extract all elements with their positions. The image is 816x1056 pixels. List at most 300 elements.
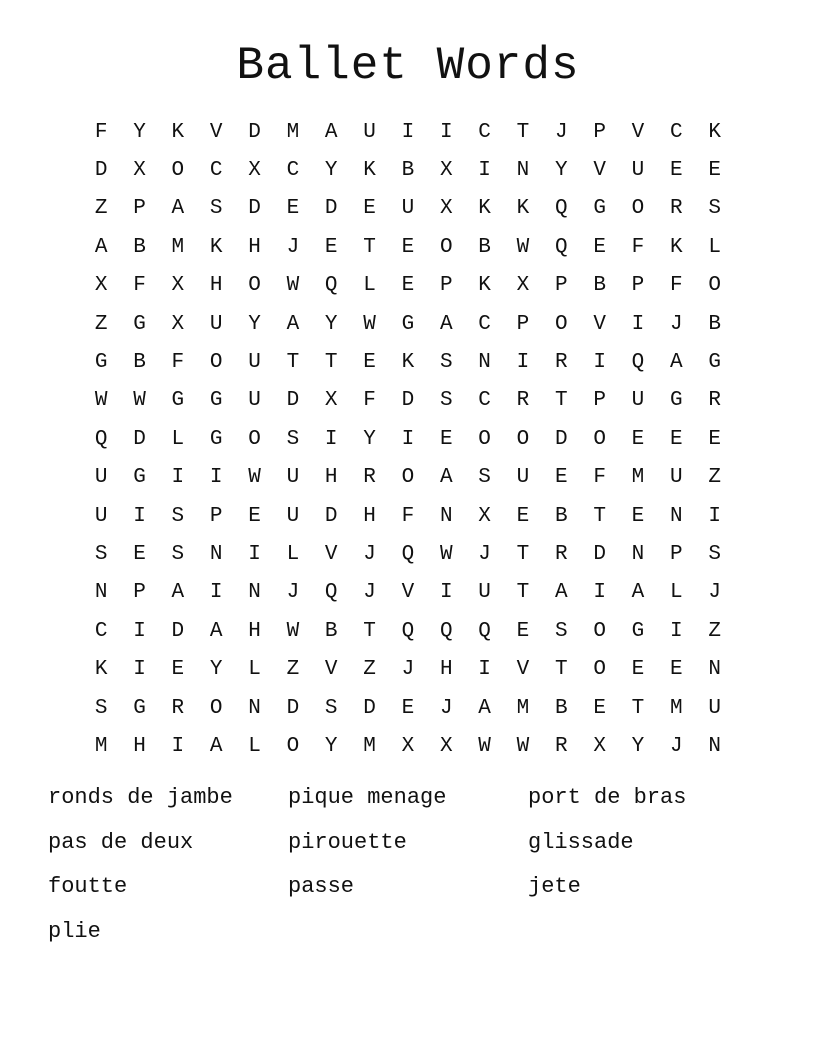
grid-letter: N <box>670 504 683 528</box>
grid-letter: X <box>516 274 530 298</box>
grid-letter: W <box>286 619 300 643</box>
grid-letter: Y <box>324 159 338 183</box>
grid-letter: R <box>554 351 568 375</box>
grid-letter: I <box>478 159 491 183</box>
grid-letter: X <box>478 504 491 528</box>
grid-letter: J <box>670 734 683 758</box>
grid-letter: N <box>248 581 261 605</box>
grid-letter: O <box>593 427 606 451</box>
grid-letter: Y <box>209 658 223 682</box>
grid-letter: E <box>401 235 415 259</box>
grid-letter: O <box>708 274 721 298</box>
grid-letter: O <box>209 351 223 375</box>
grid-letter: D <box>554 427 568 451</box>
grid-letter: X <box>324 389 338 413</box>
grid-letter: R <box>708 389 721 413</box>
grid-letter: Y <box>133 120 146 144</box>
grid-letter: S <box>324 696 338 720</box>
grid-letter: A <box>670 351 683 375</box>
word-search-grid <box>82 113 734 766</box>
grid-letter: G <box>133 696 146 720</box>
grid-letter: W <box>133 389 146 413</box>
grid-letter: O <box>248 274 261 298</box>
grid-letter: X <box>401 734 415 758</box>
grid-letter: Z <box>363 658 376 682</box>
grid-letter: E <box>631 427 645 451</box>
grid-letter: N <box>708 734 721 758</box>
word-list-item: foutte <box>48 874 128 899</box>
grid-letter: S <box>209 197 223 221</box>
grid-letter: Q <box>554 235 568 259</box>
word-list-item: ronds de jambe <box>48 785 233 810</box>
grid-letter: A <box>439 466 453 490</box>
word-list-item: jete <box>528 874 581 899</box>
grid-letter: S <box>554 619 568 643</box>
grid-letter: I <box>439 120 453 144</box>
grid-letter: D <box>593 542 606 566</box>
grid-letter: J <box>439 696 453 720</box>
word-list-item: passe <box>288 874 355 899</box>
grid-letter: E <box>133 542 146 566</box>
grid-letter: A <box>171 197 185 221</box>
grid-letter: P <box>439 274 453 298</box>
grid-letter: I <box>133 658 146 682</box>
grid-letter: M <box>670 696 683 720</box>
grid-letter: I <box>171 734 185 758</box>
grid-letter: K <box>209 235 223 259</box>
grid-letter: Y <box>554 159 568 183</box>
grid-letter: I <box>593 581 606 605</box>
grid-letter: K <box>401 351 415 375</box>
grid-letter: J <box>401 658 415 682</box>
grid-letter: S <box>94 542 108 566</box>
grid-letter: S <box>171 542 185 566</box>
grid-letter: L <box>670 581 683 605</box>
word-list-item: glissade <box>528 829 634 855</box>
grid-letter: N <box>478 351 491 375</box>
grid-letter: X <box>171 274 185 298</box>
grid-letter: U <box>248 351 261 375</box>
grid-letter: W <box>516 734 530 758</box>
grid-letter: M <box>94 734 108 758</box>
grid-letter: Q <box>324 274 338 298</box>
grid-letter: U <box>94 466 108 490</box>
grid-letter: R <box>171 696 185 720</box>
grid-letter: N <box>708 658 721 682</box>
grid-letter: T <box>286 351 300 375</box>
grid-letter: D <box>248 197 261 221</box>
grid-letter: H <box>248 619 261 643</box>
grid-letter: W <box>363 312 376 336</box>
grid-letter: Z <box>708 466 721 490</box>
grid-letter: A <box>478 696 491 720</box>
grid-letter: U <box>248 389 261 413</box>
grid-letter: J <box>554 120 568 144</box>
grid-letter: N <box>516 159 530 183</box>
grid-letter: W <box>516 235 530 259</box>
grid-letter: Q <box>324 581 338 605</box>
grid-letter: A <box>324 120 338 144</box>
grid-letter: K <box>670 235 683 259</box>
grid-letter: V <box>593 159 606 183</box>
grid-letter: L <box>286 542 300 566</box>
grid-letter: G <box>133 466 146 490</box>
grid-letter: S <box>439 389 453 413</box>
grid-letter: V <box>209 120 223 144</box>
grid-letter: E <box>324 235 338 259</box>
grid-letter: F <box>593 466 606 490</box>
grid-letter: G <box>171 389 185 413</box>
grid-letter: K <box>516 197 530 221</box>
grid-letter: N <box>248 696 261 720</box>
word-list-item: pas de deux <box>48 829 194 855</box>
grid-letter: X <box>439 159 453 183</box>
grid-letter: C <box>94 619 108 643</box>
page-title: Ballet Words <box>236 40 580 92</box>
grid-letter: B <box>401 159 415 183</box>
grid-letter: T <box>324 351 338 375</box>
grid-letter: U <box>708 696 721 720</box>
grid-letter: M <box>631 466 645 490</box>
grid-letter: C <box>286 159 300 183</box>
grid-letter: Y <box>631 734 645 758</box>
grid-letter: G <box>708 351 721 375</box>
grid-letter: G <box>133 312 146 336</box>
grid-letter: P <box>593 120 606 144</box>
grid-letter: D <box>324 504 338 528</box>
grid-letter: U <box>631 389 645 413</box>
grid-letter: W <box>248 466 261 490</box>
grid-letter: U <box>363 120 376 144</box>
grid-letter: T <box>363 235 376 259</box>
grid-letter: G <box>670 389 683 413</box>
grid-letter: V <box>401 581 415 605</box>
grid-letter: T <box>516 542 530 566</box>
grid-letter: R <box>516 389 530 413</box>
grid-letter: X <box>593 734 606 758</box>
grid-letter: E <box>439 427 453 451</box>
grid-letter: Q <box>554 197 568 221</box>
grid-letter: B <box>554 696 568 720</box>
grid-letter: F <box>631 235 645 259</box>
grid-letter: K <box>708 120 721 144</box>
grid-letter: K <box>478 274 491 298</box>
grid-letter: B <box>324 619 338 643</box>
grid-letter: E <box>631 658 645 682</box>
grid-letter: U <box>631 159 645 183</box>
grid-letter: D <box>171 619 185 643</box>
grid-letter: E <box>708 427 721 451</box>
grid-letter: X <box>133 159 146 183</box>
grid-letter: I <box>209 581 223 605</box>
grid-letter: E <box>708 159 721 183</box>
grid-letter: S <box>478 466 491 490</box>
grid-letter: W <box>439 542 453 566</box>
grid-letter: W <box>478 734 491 758</box>
grid-letter: H <box>439 658 453 682</box>
grid-letter: Q <box>478 619 491 643</box>
grid-letter: E <box>593 696 606 720</box>
grid-letter: U <box>209 312 223 336</box>
word-list-item: port de bras <box>528 785 687 810</box>
grid-letter: F <box>171 351 185 375</box>
grid-letter: P <box>593 389 606 413</box>
grid-letter: L <box>171 427 185 451</box>
grid-letter: M <box>171 235 185 259</box>
grid-letter: P <box>133 581 146 605</box>
grid-letter: L <box>363 274 376 298</box>
grid-letter: A <box>94 235 108 259</box>
grid-letter: I <box>133 619 146 643</box>
grid-letter: N <box>209 542 223 566</box>
grid-letter: D <box>94 159 108 183</box>
grid-letter: A <box>439 312 453 336</box>
grid-letter: I <box>401 427 415 451</box>
grid-letter: O <box>286 734 300 758</box>
grid-letter: P <box>631 274 645 298</box>
grid-letter: V <box>516 658 530 682</box>
grid-letter: H <box>363 504 376 528</box>
grid-letter: E <box>401 696 415 720</box>
grid-letter: I <box>708 504 721 528</box>
grid-letter: O <box>593 658 606 682</box>
grid-letter: E <box>631 504 645 528</box>
grid-letter: I <box>248 542 261 566</box>
grid-letter: A <box>286 312 300 336</box>
grid-letter: Q <box>401 542 415 566</box>
grid-letter: P <box>133 197 146 221</box>
grid-letter: E <box>248 504 261 528</box>
grid-letter: T <box>554 389 568 413</box>
grid-letter: E <box>516 504 530 528</box>
grid-letter: X <box>439 734 453 758</box>
grid-letter: J <box>478 542 491 566</box>
grid-letter: O <box>478 427 491 451</box>
grid-letter: F <box>363 389 376 413</box>
grid-letter: B <box>554 504 568 528</box>
grid-letter: C <box>478 389 491 413</box>
grid-letter: J <box>670 312 683 336</box>
grid-letter: C <box>670 120 683 144</box>
grid-letter: B <box>478 235 491 259</box>
grid-letter: R <box>554 542 568 566</box>
grid-letter: S <box>286 427 300 451</box>
grid-letter: L <box>248 658 261 682</box>
grid-letter: H <box>248 235 261 259</box>
grid-letter: S <box>439 351 453 375</box>
grid-letter: I <box>478 658 491 682</box>
grid-letter: M <box>286 120 300 144</box>
grid-letter: Z <box>94 197 108 221</box>
grid-letter: V <box>324 658 338 682</box>
grid-letter: E <box>554 466 568 490</box>
grid-letter: R <box>363 466 376 490</box>
grid-letter: A <box>209 619 223 643</box>
grid-letter: O <box>248 427 261 451</box>
grid-letter: Y <box>363 427 376 451</box>
grid-letter: C <box>209 159 223 183</box>
grid-letter: Q <box>401 619 415 643</box>
grid-letter: F <box>401 504 415 528</box>
grid-letter: U <box>670 466 683 490</box>
word-list-item: pique menage <box>288 785 447 810</box>
grid-letter: G <box>209 389 223 413</box>
grid-letter: J <box>286 581 300 605</box>
grid-letter: S <box>708 197 721 221</box>
word-list-item: pirouette <box>288 829 407 855</box>
grid-letter: S <box>171 504 185 528</box>
grid-letter: U <box>286 466 300 490</box>
grid-letter: Z <box>708 619 721 643</box>
grid-letter: H <box>324 466 338 490</box>
grid-letter: D <box>133 427 146 451</box>
grid-letter: I <box>324 427 338 451</box>
grid-letter: Y <box>324 734 338 758</box>
grid-letter: I <box>133 504 146 528</box>
grid-letter: T <box>593 504 606 528</box>
grid-letter: T <box>516 120 530 144</box>
grid-letter: Y <box>248 312 261 336</box>
grid-letter: O <box>554 312 568 336</box>
grid-letter: E <box>401 274 415 298</box>
grid-letter: H <box>209 274 223 298</box>
grid-letter: B <box>708 312 721 336</box>
grid-letter: B <box>133 235 146 259</box>
grid-letter: G <box>401 312 415 336</box>
grid-letter: L <box>708 235 721 259</box>
grid-letter: T <box>516 581 530 605</box>
grid-letter: M <box>363 734 376 758</box>
grid-letter: G <box>94 351 108 375</box>
grid-letter: B <box>133 351 146 375</box>
grid-letter: E <box>670 159 683 183</box>
grid-letter: X <box>94 274 108 298</box>
grid-letter: Z <box>94 312 108 336</box>
grid-letter: O <box>631 197 645 221</box>
grid-letter: K <box>94 658 108 682</box>
grid-letter: X <box>248 159 261 183</box>
word-list <box>48 776 768 954</box>
grid-letter: R <box>554 734 568 758</box>
grid-letter: P <box>516 312 530 336</box>
grid-letter: Q <box>94 427 108 451</box>
grid-letter: B <box>593 274 606 298</box>
grid-letter: D <box>363 696 376 720</box>
grid-letter: D <box>324 197 338 221</box>
grid-letter: O <box>209 696 223 720</box>
grid-letter: Q <box>631 351 645 375</box>
grid-letter: A <box>554 581 568 605</box>
grid-letter: S <box>708 542 721 566</box>
grid-letter: U <box>286 504 300 528</box>
grid-letter: P <box>209 504 223 528</box>
grid-letter: K <box>171 120 185 144</box>
word-list-item: plie <box>48 918 101 944</box>
grid-letter: I <box>209 466 223 490</box>
grid-letter: R <box>670 197 683 221</box>
grid-letter: G <box>209 427 223 451</box>
grid-letter: I <box>631 312 645 336</box>
grid-letter: F <box>94 120 108 144</box>
grid-letter: E <box>516 619 530 643</box>
grid-letter: P <box>670 542 683 566</box>
grid-letter: I <box>670 619 683 643</box>
grid-letter: W <box>94 389 108 413</box>
grid-letter: C <box>478 312 491 336</box>
grid-letter: O <box>171 159 185 183</box>
grid-letter: N <box>439 504 453 528</box>
grid-letter: G <box>593 197 606 221</box>
grid-letter: S <box>94 696 108 720</box>
grid-letter: T <box>363 619 376 643</box>
grid-letter: N <box>631 542 645 566</box>
grid-letter: M <box>516 696 530 720</box>
grid-letter: V <box>324 542 338 566</box>
grid-letter: U <box>94 504 108 528</box>
grid-letter: P <box>554 274 568 298</box>
grid-letter: X <box>171 312 185 336</box>
grid-letter: V <box>631 120 645 144</box>
grid-letter: T <box>554 658 568 682</box>
grid-letter: F <box>133 274 146 298</box>
grid-letter: Q <box>439 619 453 643</box>
grid-letter: U <box>478 581 491 605</box>
grid-letter: K <box>363 159 376 183</box>
grid-letter: J <box>363 542 376 566</box>
grid-letter: O <box>593 619 606 643</box>
grid-letter: O <box>516 427 530 451</box>
grid-letter: E <box>363 351 376 375</box>
grid-letter: E <box>670 658 683 682</box>
grid-letter: D <box>401 389 415 413</box>
grid-letter: D <box>248 120 261 144</box>
grid-letter: E <box>363 197 376 221</box>
grid-letter: Z <box>286 658 300 682</box>
grid-letter: E <box>286 197 300 221</box>
grid-letter: K <box>478 197 491 221</box>
grid-letter: D <box>286 696 300 720</box>
grid-letter: I <box>516 351 530 375</box>
grid-letter: D <box>286 389 300 413</box>
grid-letter: E <box>171 658 185 682</box>
grid-letter: X <box>439 197 453 221</box>
grid-letter: G <box>631 619 645 643</box>
grid-letter: J <box>286 235 300 259</box>
grid-letter: C <box>478 120 491 144</box>
grid-letter: U <box>401 197 415 221</box>
grid-letter: U <box>516 466 530 490</box>
grid-letter: H <box>133 734 146 758</box>
grid-letter: A <box>631 581 645 605</box>
grid-letter: T <box>631 696 645 720</box>
grid-letter: I <box>401 120 415 144</box>
grid-letter: F <box>670 274 683 298</box>
grid-letter: O <box>439 235 453 259</box>
grid-letter: I <box>593 351 606 375</box>
grid-letter: J <box>708 581 721 605</box>
grid-letter: A <box>209 734 223 758</box>
grid-letter: Y <box>324 312 338 336</box>
grid-letter: V <box>593 312 606 336</box>
grid-letter: A <box>171 581 185 605</box>
grid-letter: W <box>286 274 300 298</box>
grid-letter: E <box>670 427 683 451</box>
grid-letter: I <box>171 466 185 490</box>
grid-letter: N <box>94 581 108 605</box>
grid-letter: I <box>439 581 453 605</box>
grid-letter: J <box>363 581 376 605</box>
grid-letter: O <box>401 466 415 490</box>
